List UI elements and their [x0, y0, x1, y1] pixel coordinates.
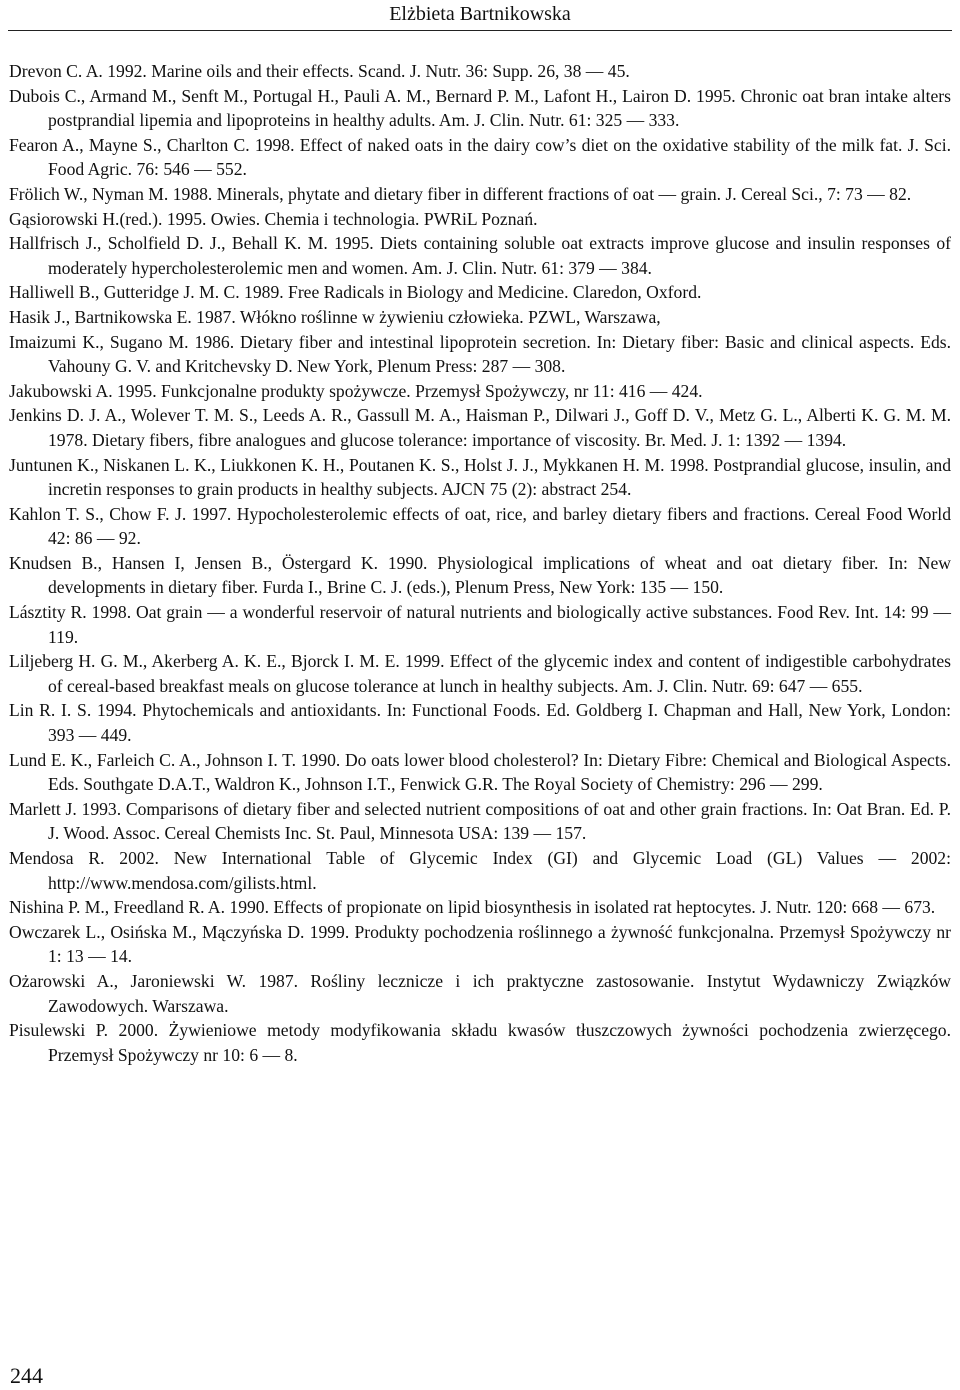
header-rule	[8, 30, 952, 31]
reference-item: Pisulewski P. 2000. Żywieniowe metody modyfikowania składu kwasów tłuszczowych żywności pochodzenia zwierzęcego. Przemysł Spożywczy nr 10: 6 — 8.	[9, 1020, 951, 1065]
reference-item: Fearon A., Mayne S., Charlton C. 1998. Effect of naked oats in the dairy cow’s diet on the oxidative stability of the milk fat. J. Sci. Food Agric. 76: 546 — 552.	[9, 134, 951, 180]
reference-item: Halliwell B., Gutteridge J. M. C. 1989. Free Radicals in Biology and Medicine. Claredon, Oxford.	[9, 282, 702, 303]
reference-item: Frölich W., Nyman M. 1988. Minerals, phytate and dietary fiber in different fractions of oat — grain. J. Cereal Sci., 7: 73 — 82.	[9, 183, 912, 204]
running-header	[0, 0, 960, 30]
reference-item: Hasik J., Bartnikowska E. 1987. Włókno roślinne w żywieniu człowieka. PZWL, Warszawa,	[9, 306, 661, 327]
reference-item: Hallfrisch J., Scholfield D. J., Behall K. M. 1995. Diets containing soluble oat extracts improve glucose and insulin responses of moderately hypercholesterolemic men and women. Am. J. Clin. Nutr. 61: 379 — 384.	[9, 233, 951, 278]
reference-item: Nishina P. M., Freedland R. A. 1990. Effects of propionate on lipid biosynthesis in isolated rat heptocytes. J. Nutr. 120: 668 — 673.	[9, 897, 936, 918]
reference-item: Juntunen K., Niskanen L. K., Liukkonen K. H., Poutanen K. S., Holst J. J., Mykkanen H. M. 1998. Postprandial glucose, insulin, and incretin responses to grain products in healthy subjects. AJCN 75 (2): abstract 254.	[9, 454, 951, 500]
reference-item: Owczarek L., Osińska M., Mączyńska D. 1999. Produkty pochodzenia roślinnego a żywność funkcjonalna. Przemysł Spożywczy nr 1: 13 — 14.	[9, 921, 951, 967]
reference-item: Gąsiorowski H.(red.). 1995. Owies. Chemia i technologia. PWRiL Poznań.	[9, 208, 538, 229]
reference-item: Lin R. I. S. 1994. Phytochemicals and antioxidants. In: Functional Foods. Ed. Goldberg I. Chapman and Hall, New York, London: 393 — 449.	[9, 700, 951, 746]
reference-item: Mendosa R. 2002. New International Table of Glycemic Index (GI) and Glycemic Load (GL) Values — 2002: http://www.mendosa.com/gilists.html.	[9, 848, 951, 893]
reference-item: Imaizumi K., Sugano M. 1986. Dietary fiber and intestinal lipoprotein secretion. In: Dietary fiber: Basic and clinical aspects. Eds. Vahouny G. V. and Kritchevsky D. New York, Plenum Press: 287 — 308.	[9, 331, 951, 377]
reference-item: Kahlon T. S., Chow F. J. 1997. Hypocholesterolemic effects of oat, rice, and barley dietary fibers and fractions. Cereal Food World 42: 86 — 92.	[9, 503, 951, 549]
reference-item: Liljeberg H. G. M., Akerberg A. K. E., Bjorck I. M. E. 1999. Effect of the glycemic index and content of indigestible carbohydrates of cereal-based breakfast meals on glucose tolerance at lunch in healthy subjects. Am. J. Clin. Nutr. 69: 647 — 655.	[9, 651, 951, 696]
reference-item: Marlett J. 1993. Comparisons of dietary fiber and selected nutrient compositions of oat and other grain fractions. In: Oat Bran. Ed. P. J. Wood. Assoc. Cereal Chemists Inc. St. Paul, Minnesota USA: 139 — 157.	[9, 798, 951, 844]
page-number: 244	[10, 1363, 43, 1388]
reference-item: Dubois C., Armand M., Senft M., Portugal H., Pauli A. M., Bernard P. M., Lafont H., Lairon D. 1995. Chronic oat bran intake alters postprandial lipemia and lipoproteins in healthy adults. Am. J. Clin. Nutr. 61: 325 — 333.	[9, 85, 951, 131]
reference-item: Jakubowski A. 1995. Funkcjonalne produkty spożywcze. Przemysł Spożywczy, nr 11: 416 — 424.	[9, 380, 703, 401]
reference-item: Lund E. K., Farleich C. A., Johnson I. T. 1990. Do oats lower blood cholesterol? In: Dietary Fibre: Chemical and Biological Aspects. Eds. Southgate D.A.T., Waldron K., Johnson I.T., Fenwick G.R. The Royal Society of Chemistry: 296 — 299.	[9, 749, 951, 795]
reference-item: Drevon C. A. 1992. Marine oils and their effects. Scand. J. Nutr. 36: Supp. 26, 38 — 45.	[9, 61, 630, 81]
reference-item: Knudsen B., Hansen I, Jensen B., Östergard K. 1990. Physiological implications of wheat and oat dietary fiber. In: New developments in dietary fiber. Furda I., Brine C. J. (eds.), Plenum Press, New York: 135 — 150.	[9, 552, 951, 598]
header-author: Elżbieta Bartnikowska	[389, 3, 571, 25]
reference-item: Jenkins D. J. A., Wolever T. M. S., Leeds A. R., Gassull M. A., Haisman P., Dilwari J., Goff D. V., Metz G. L., Alberti K. G. M. M. 1978. Dietary fibers, fibre analogues and glucose tolerance: importance of viscosity. Br. Med. J. 1: 1392 — 1394.	[9, 405, 951, 450]
reference-item: Lásztity R. 1998. Oat grain — a wonderful reservoir of natural nutrients and biologically active substances. Food Rev. Int. 14: 99 — 119.	[9, 602, 951, 647]
reference-item: Ożarowski A., Jaroniewski W. 1987. Rośliny lecznicze i ich praktyczne zastosowanie. Instytut Wydawniczy Związków Zawodowych. Warszawa.	[9, 970, 951, 1016]
reference-list	[9, 59, 951, 1067]
